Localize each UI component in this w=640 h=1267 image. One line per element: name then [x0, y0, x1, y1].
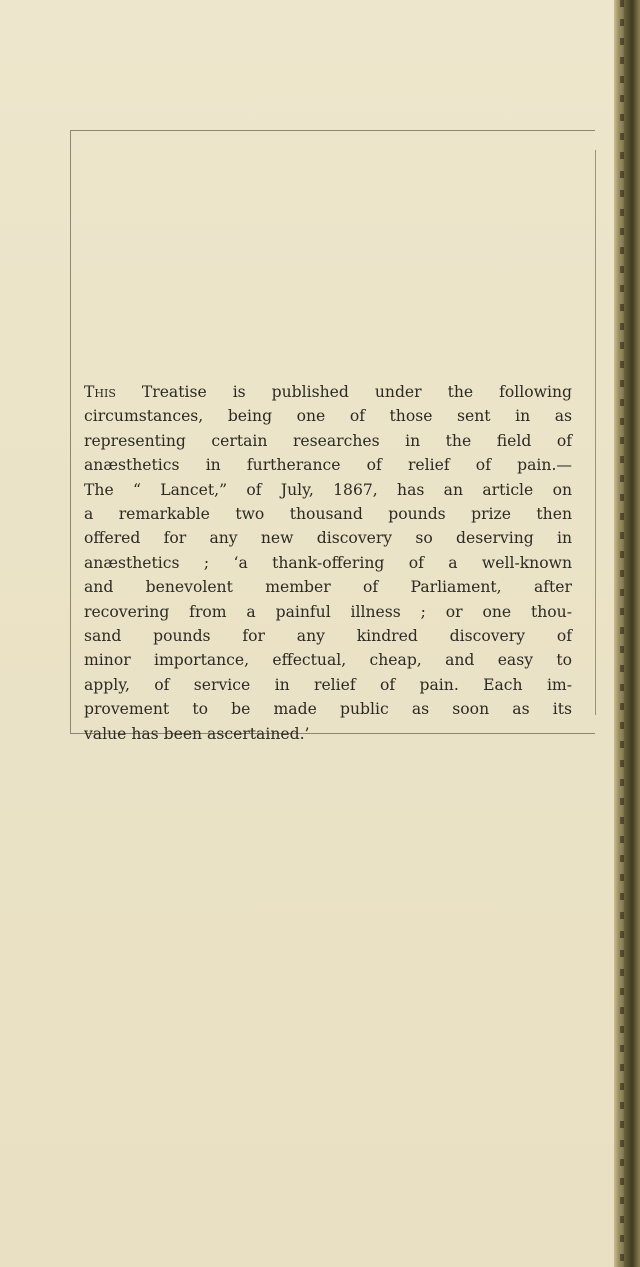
book-binding-edge: [614, 0, 640, 1267]
text-line-5: The “ Lancet,” of July, 1867, has an article on: [84, 480, 572, 499]
text-line-3: representing certain researches in the field of: [84, 431, 572, 450]
text-line-14: provement to be made public as soon as its: [84, 700, 572, 719]
text-line-7: offered for any new discovery so deserving in: [84, 529, 572, 548]
text-line-9: and benevolent member of Parliament, after: [84, 578, 572, 597]
text-line-13: apply, of service in relief of pain. Each im-: [84, 675, 572, 694]
text-line-6: a remarkable two thousand pounds prize then: [84, 505, 572, 524]
frame-rule-right: [595, 150, 596, 715]
treatise-note-paragraph: [84, 380, 572, 746]
lead-word: This: [84, 383, 116, 401]
frame-rule-top: [70, 130, 595, 131]
text-line-10: recovering from a painful illness ; or one thou-: [84, 602, 572, 621]
text-line-4: anæsthetics in furtherance of relief of pain.—: [84, 456, 572, 475]
text-line-12: minor importance, effectual, cheap, and easy to: [84, 651, 572, 670]
text-line-8: anæsthetics ; ‘a thank-offering of a well-known: [84, 553, 572, 572]
text-line-1: [84, 380, 572, 404]
text-line-15: value has been ascertained.’: [84, 724, 310, 743]
frame-rule-left: [70, 130, 71, 734]
text-line-1-rest: Treatise is published under the following: [115, 383, 572, 401]
text-line-2: circumstances, being one of those sent in as: [84, 407, 572, 426]
text-line-11: sand pounds for any kindred discovery of: [84, 627, 572, 646]
